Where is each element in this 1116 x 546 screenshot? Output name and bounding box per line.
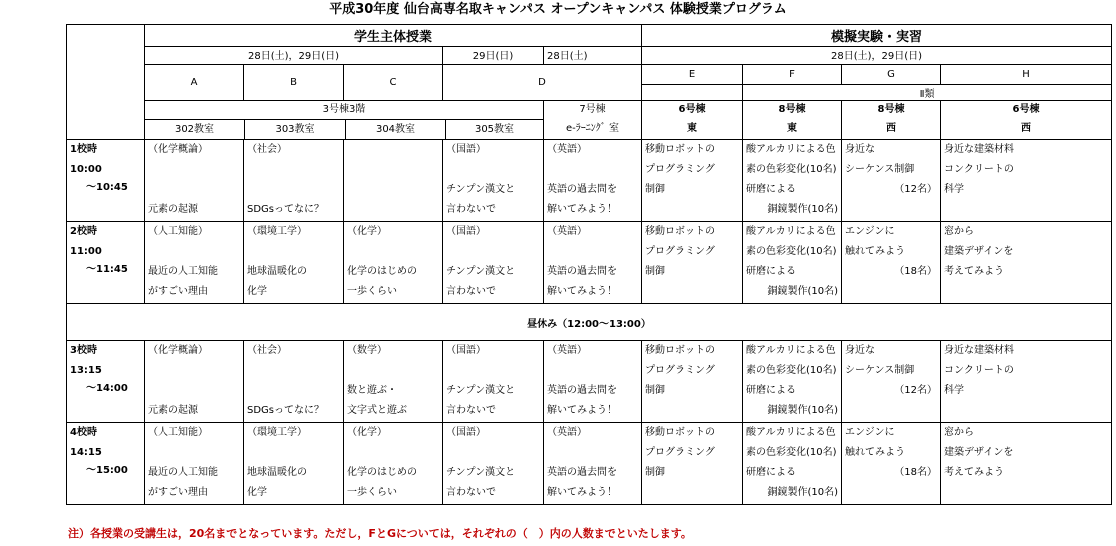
period-end: ～10:45 — [86, 182, 128, 193]
cell-line: 化学のはじめの — [347, 467, 417, 478]
cell-line: 研磨による — [746, 467, 797, 478]
cell-line: 解いてみよう！ — [547, 204, 617, 215]
period-end: ～14:00 — [86, 383, 128, 394]
cell-line: 触れてみよう — [845, 246, 906, 257]
period-label: 1校時 — [70, 144, 97, 155]
col-e-header: E — [642, 65, 743, 85]
cell-line: SDGsってなに？ — [247, 405, 325, 416]
cell-line: （化学概論） — [148, 345, 208, 356]
student-group-header: 学生主体授業 — [145, 25, 642, 47]
period-row — [67, 140, 1112, 222]
cell-line: 制御 — [645, 467, 666, 478]
footnote: 注）各授業の受講生は，20名までとなっています。ただし，FとGについては，それぞれの（ ）内の人数までといたします。 — [68, 527, 692, 540]
cell-line: 英語の過去問を — [547, 184, 617, 195]
cell-line — [446, 242, 540, 262]
date-d2: 28日(土) — [544, 47, 642, 65]
cell-line — [645, 483, 739, 503]
cell-line — [347, 200, 439, 220]
cell-line: （18名） — [894, 266, 938, 277]
period-start: 13:15 — [70, 365, 102, 376]
cell-line: プログラミング — [645, 246, 715, 257]
lunch-break: 昼休み（12:00～13:00） — [67, 304, 1112, 341]
page-title: 平成30年度 仙台高専名取キャンパス オープンキャンパス 体験授業プログラム — [329, 2, 787, 17]
cell-line: 一歩くらい — [347, 487, 397, 498]
cell-line: 地球温暖化の — [247, 467, 307, 478]
cell-line — [944, 282, 1108, 302]
col-b-header: B — [244, 65, 344, 101]
cell-line: 研磨による — [746, 385, 797, 396]
cell-line: 酸アルカリによる色 — [746, 345, 836, 356]
cell-line — [547, 443, 638, 463]
class-cell — [443, 423, 544, 505]
class-cell — [145, 423, 244, 505]
building-f-side: 東 — [787, 123, 798, 134]
cell-line: シーケンス制御 — [845, 365, 915, 376]
period-row — [67, 423, 1112, 505]
period-label-cell — [67, 222, 145, 304]
cell-line: 建築デザインを — [944, 447, 1014, 458]
cell-line: チンプン漢文と — [446, 184, 516, 195]
cell-line: （12名） — [894, 184, 938, 195]
cell-line — [247, 443, 340, 463]
class-cell — [642, 341, 743, 423]
cell-line: 触れてみよう — [845, 447, 906, 458]
class-cell — [544, 222, 642, 304]
cell-line: （化学） — [347, 427, 387, 438]
cell-line: 身近な建築材料 — [944, 144, 1015, 155]
class-cell — [443, 222, 544, 304]
room-elearning: e-ﾗｰﾆﾝｸﾞ 室 — [566, 123, 619, 134]
cell-line: 制御 — [645, 184, 666, 195]
class-cell — [443, 140, 544, 222]
building-e-cell — [642, 101, 743, 140]
cell-line: （英語） — [547, 226, 587, 237]
class-cell — [642, 140, 743, 222]
col-d-header: D — [443, 65, 642, 101]
cell-line: 酸アルカリによる色 — [746, 144, 836, 155]
cell-line — [148, 160, 240, 180]
cell-line: 身近な — [845, 144, 876, 155]
cell-line: 一歩くらい — [347, 286, 397, 297]
class-cell — [344, 140, 443, 222]
cell-line: 移動ロボットの — [645, 226, 716, 237]
class-cell — [642, 222, 743, 304]
period-start: 10:00 — [70, 164, 102, 175]
period-end: ～11:45 — [86, 264, 128, 275]
cell-line: 解いてみよう！ — [547, 487, 617, 498]
cell-line: 銅鏡製作(10名) — [767, 204, 839, 215]
cell-line: プログラミング — [645, 164, 715, 175]
cell-line — [247, 160, 340, 180]
class-cell — [244, 140, 344, 222]
cell-line — [148, 443, 240, 463]
class-cell — [145, 222, 244, 304]
cell-line: 窓から — [944, 226, 975, 237]
cell-line: 英語の過去問を — [547, 266, 617, 277]
cell-line: （英語） — [547, 144, 587, 155]
class-cell — [544, 140, 642, 222]
cell-line: 移動ロボットの — [645, 144, 716, 155]
date-abc: 28日(土)，29日(日) — [145, 47, 443, 65]
cell-line: 窓から — [944, 427, 975, 438]
cell-line — [944, 200, 1108, 220]
class-cell — [941, 423, 1112, 505]
cell-line: プログラミング — [645, 365, 715, 376]
cell-line — [446, 443, 540, 463]
building-3-rooms — [145, 101, 544, 140]
cell-line: エンジンに — [845, 226, 895, 237]
cell-line: 科学 — [944, 385, 965, 396]
building-f-label: 8号棟 — [778, 104, 806, 115]
date-d1: 29日(日) — [443, 47, 544, 65]
class-cell — [743, 222, 842, 304]
cell-line — [547, 361, 638, 381]
col-f-header: F — [743, 65, 842, 85]
cell-line: 素の色彩変化(10名) — [746, 365, 837, 376]
cell-line: 解いてみよう！ — [547, 405, 617, 416]
corner-cell — [67, 25, 145, 140]
cell-line: 英語の過去問を — [547, 385, 617, 396]
cell-line: 素の色彩変化(10名) — [746, 164, 837, 175]
building-e-side: 東 — [687, 123, 698, 134]
cell-line: 制御 — [645, 385, 666, 396]
class-cell — [743, 341, 842, 423]
class-cell — [344, 341, 443, 423]
cell-line — [347, 160, 439, 180]
class-cell — [244, 423, 344, 505]
building-h-label: 6号棟 — [1012, 104, 1040, 115]
cell-line — [446, 160, 540, 180]
cell-line: 酸アルカリによる色 — [746, 226, 836, 237]
date-efgh: 28日(土)，29日(日) — [642, 47, 1112, 65]
cell-line — [247, 180, 340, 200]
cell-line: 言わないで — [446, 487, 496, 498]
cell-line — [547, 242, 638, 262]
class-cell — [842, 222, 941, 304]
class-cell — [344, 423, 443, 505]
cell-line: 考えてみよう — [944, 467, 1005, 478]
class-cell — [145, 140, 244, 222]
cell-line: シーケンス制御 — [845, 164, 915, 175]
building-f-cell — [743, 101, 842, 140]
cell-line: （環境工学） — [247, 226, 307, 237]
cell-line — [347, 443, 439, 463]
cell-line — [446, 361, 540, 381]
cell-line — [247, 361, 340, 381]
building-g-side: 西 — [886, 123, 897, 134]
building-e-label: 6号棟 — [678, 104, 706, 115]
cell-line: 移動ロボットの — [645, 345, 716, 356]
cell-line: 元素の起源 — [148, 405, 198, 416]
cell-line: 銅鏡製作(10名) — [767, 405, 839, 416]
cell-line — [645, 282, 739, 302]
class-cell — [743, 423, 842, 505]
cell-line — [347, 361, 439, 381]
cell-line: （18名） — [894, 467, 938, 478]
building-g-cell — [842, 101, 941, 140]
cell-line: （化学） — [347, 226, 387, 237]
cell-line: 化学 — [247, 487, 267, 498]
cell-line: （12名） — [894, 385, 938, 396]
cell-line: （数学） — [347, 345, 387, 356]
cell-line: 数と遊ぶ・ — [347, 385, 397, 396]
cell-line: チンプン漢文と — [446, 467, 516, 478]
building-g-label: 8号棟 — [877, 104, 905, 115]
col-g-header: G — [842, 65, 941, 85]
cell-line: 最近の人工知能 — [148, 266, 218, 277]
cell-line: 身近な建築材料 — [944, 345, 1015, 356]
cell-line: （人工知能） — [148, 226, 208, 237]
cell-line: 化学 — [247, 286, 267, 297]
cell-line: チンプン漢文と — [446, 385, 516, 396]
cell-line: 英語の過去問を — [547, 467, 617, 478]
class-cell — [941, 140, 1112, 222]
class-cell — [244, 341, 344, 423]
cell-line — [247, 242, 340, 262]
cell-line — [845, 282, 937, 302]
col-h-header: H — [941, 65, 1112, 85]
cell-line: 研磨による — [746, 184, 797, 195]
cell-line: （英語） — [547, 345, 587, 356]
class-cell — [941, 222, 1112, 304]
class-e-blank — [642, 85, 743, 101]
class-cell — [443, 341, 544, 423]
building-h-cell — [941, 101, 1112, 140]
cell-line: 身近な — [845, 345, 876, 356]
cell-line — [148, 180, 240, 200]
cell-line: （社会） — [247, 345, 287, 356]
cell-line: コンクリートの — [944, 164, 1014, 175]
cell-line: 化学のはじめの — [347, 266, 417, 277]
period-start: 14:15 — [70, 447, 102, 458]
cell-line — [547, 160, 638, 180]
period-label-cell — [67, 423, 145, 505]
period-label: 4校時 — [70, 427, 97, 438]
class-cell — [244, 222, 344, 304]
cell-line — [845, 483, 937, 503]
cell-line — [845, 200, 937, 220]
building-h-side: 西 — [1021, 123, 1032, 134]
cell-line — [148, 381, 240, 401]
cell-line: （国語） — [446, 427, 486, 438]
room-302: 302教室 — [145, 120, 245, 139]
cell-line — [944, 401, 1108, 421]
period-row — [67, 222, 1112, 304]
cell-line: 地球温暖化の — [247, 266, 307, 277]
class-cell — [344, 222, 443, 304]
cell-line: 銅鏡製作(10名) — [767, 286, 839, 297]
period-label-cell — [67, 341, 145, 423]
cell-line: 考えてみよう — [944, 266, 1005, 277]
room-304: 304教室 — [346, 120, 446, 139]
class2-label: Ⅱ類 — [743, 85, 1112, 101]
cell-line: 最近の人工知能 — [148, 467, 218, 478]
cell-line: がすごい理由 — [148, 286, 208, 297]
schedule-table — [66, 24, 1112, 505]
cell-line — [148, 361, 240, 381]
cell-line: 文字式と遊ぶ — [347, 405, 407, 416]
building-7-cell — [544, 101, 642, 140]
cell-line: 科学 — [944, 184, 965, 195]
building-7-label: 7号棟 — [579, 104, 606, 115]
cell-line: （国語） — [446, 144, 486, 155]
cell-line — [645, 401, 739, 421]
class-cell — [544, 423, 642, 505]
period-label: 2校時 — [70, 226, 97, 237]
cell-line: 言わないで — [446, 286, 496, 297]
mock-group-header: 模擬実験・実習 — [642, 25, 1112, 47]
building-3-label: 3号棟3階 — [145, 101, 543, 120]
cell-line — [944, 483, 1108, 503]
class-cell — [145, 341, 244, 423]
cell-line — [645, 200, 739, 220]
cell-line: 元素の起源 — [148, 204, 198, 215]
cell-line: エンジンに — [845, 427, 895, 438]
cell-line: チンプン漢文と — [446, 266, 516, 277]
cell-line: （社会） — [247, 144, 287, 155]
cell-line: （国語） — [446, 345, 486, 356]
cell-line: 素の色彩変化(10名) — [746, 447, 837, 458]
cell-line: （環境工学） — [247, 427, 307, 438]
period-end: ～15:00 — [86, 465, 128, 476]
cell-line: （化学概論） — [148, 144, 208, 155]
cell-line: 銅鏡製作(10名) — [767, 487, 839, 498]
cell-line — [347, 242, 439, 262]
class-cell — [842, 423, 941, 505]
cell-line: 酸アルカリによる色 — [746, 427, 836, 438]
cell-line: プログラミング — [645, 447, 715, 458]
cell-line: 言わないで — [446, 204, 496, 215]
cell-line: （英語） — [547, 427, 587, 438]
room-303: 303教室 — [245, 120, 346, 139]
cell-line: 移動ロボットの — [645, 427, 716, 438]
period-start: 11:00 — [70, 246, 102, 257]
class-cell — [842, 341, 941, 423]
cell-line: （人工知能） — [148, 427, 208, 438]
cell-line — [347, 140, 439, 160]
cell-line — [347, 180, 439, 200]
cell-line — [845, 401, 937, 421]
col-c-header: C — [344, 65, 443, 101]
class-cell — [544, 341, 642, 423]
cell-line: 解いてみよう！ — [547, 286, 617, 297]
cell-line: がすごい理由 — [148, 487, 208, 498]
col-a-header: A — [145, 65, 244, 101]
cell-line: 建築デザインを — [944, 246, 1014, 257]
class-cell — [842, 140, 941, 222]
class-cell — [642, 423, 743, 505]
cell-line: 素の色彩変化(10名) — [746, 246, 837, 257]
cell-line: （国語） — [446, 226, 486, 237]
cell-line: SDGsってなに？ — [247, 204, 325, 215]
cell-line: 制御 — [645, 266, 666, 277]
class-cell — [743, 140, 842, 222]
period-label-cell — [67, 140, 145, 222]
cell-line — [148, 242, 240, 262]
cell-line: 言わないで — [446, 405, 496, 416]
cell-line: 研磨による — [746, 266, 797, 277]
period-row — [67, 341, 1112, 423]
period-label: 3校時 — [70, 345, 97, 356]
class-cell — [941, 341, 1112, 423]
room-305: 305教室 — [474, 124, 515, 135]
cell-line — [247, 381, 340, 401]
cell-line: コンクリートの — [944, 365, 1014, 376]
